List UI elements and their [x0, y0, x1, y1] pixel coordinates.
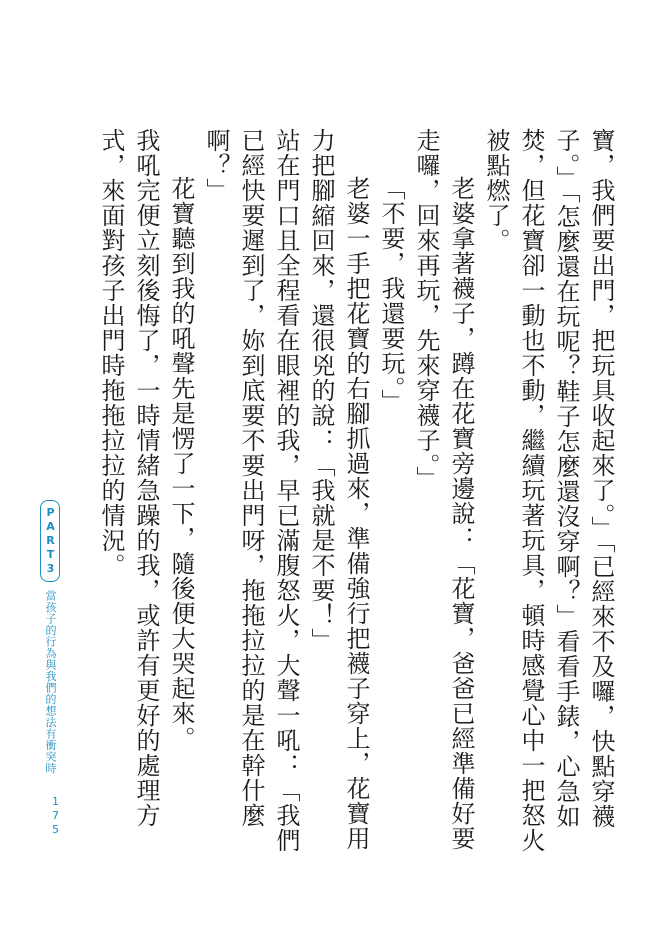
paragraph-3: 「不要，我還要玩。」	[377, 176, 405, 414]
page-number: 175	[49, 795, 62, 837]
body-text	[97, 128, 618, 854]
chapter-side-tab	[37, 500, 63, 774]
paragraph-6: 花寶聽到我的吼聲先是愣了一下，隨後便大哭起來。	[167, 176, 195, 751]
paragraph-2: 老婆拿著襪子，蹲在花寶旁邊說：「花寶，爸爸已經準備好要走囉，回來再玩，先來穿襪子。」	[412, 128, 475, 851]
part-label: PART3	[40, 500, 60, 582]
paragraph-5: 站在門口且全程看在眼裡的我，早已滿腹怒火，大聲一吼：「我們已經快要遲到了，妳到底要不要出門呀，拖拖拉拉的是在幹什麼啊？」	[202, 128, 300, 853]
paragraph-4: 老婆一手把花寶的右腳抓過來，準備強行把襪子穿上，花寶用力把腳縮回來，還很兇的說：「我就是不要！」	[307, 128, 370, 851]
paragraph-7: 我吼完便立刻後悔了，一時情緒急躁的我，或許有更好的處理方式，來面對孩子出門時拖拖拉拉的情況。	[97, 128, 160, 828]
paragraph-1: 寶，我們要出門，把玩具收起來了。」「已經來不及囉，快點穿襪子。」「怎麼還在玩呢？鞋子怎麼還沒穿啊？」看看手錶，心急如焚，但花寶卻一動也不動，繼續玩著玩具，頓時感覺心中一把怒火被點燃了。	[482, 128, 615, 853]
chapter-title: 當孩子的行為與我們的想法有衝突時	[44, 590, 57, 774]
